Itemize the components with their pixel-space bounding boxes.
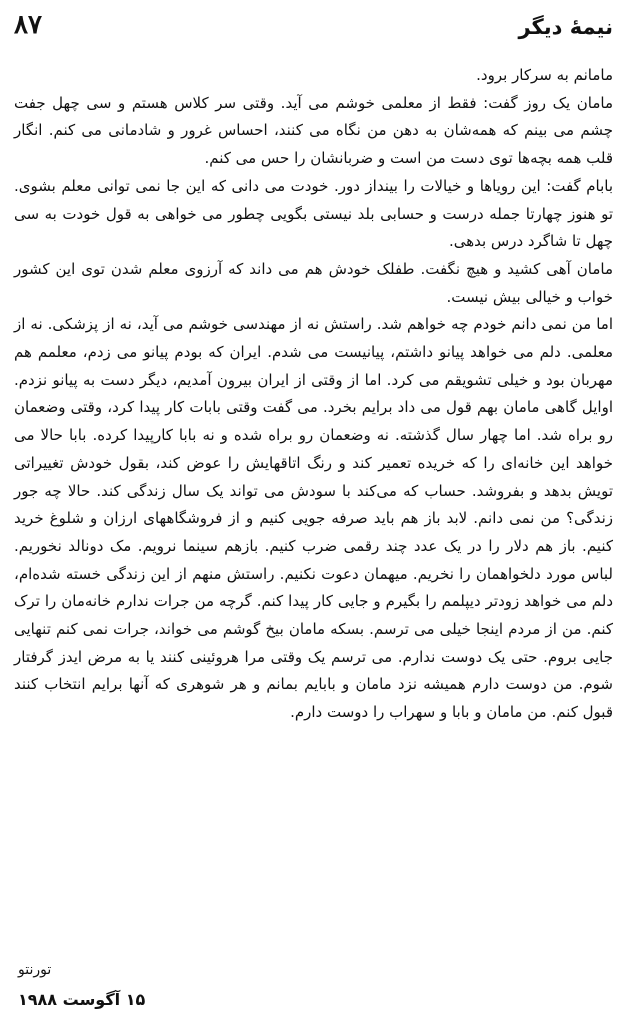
body-text (14, 62, 613, 727)
page-header (14, 10, 613, 50)
page-number: ۸۷ (14, 10, 42, 40)
paragraph-narrator-reflection: اما من نمی دانم خودم چه خواهم شد. راستش نه از مهندسی خوشم می آید، نه از پزشکی. نه از معلمی. دلم می خواهد پیانو داشتم، پیانیست می شدم. ایران که بودم پیانو می زدم، معلمم هم مهربان بود و خیلی تشویقم می کرد. اما از وقتی از ایران بیرون آمدیم، دیگر دست به پیانو نزدم. اوایل گاهی مامان بهم قول می داد برایم بخرد. می گفت وقتی بابات کار پیدا کرد، وقتی وضعمان رو براه شد. اما چهار سال گذشته. نه وضعمان رو براه شده و نه بابا کارپیدا کرده. بابا حالا می خواهد این خانه‌ای را که خریده تعمیر کند و رنگ اتاقهایش را عوض کند، بقول خودش تغییراتی تویش بدهد و بفروشد. حساب که می‌کند با سودش می تواند یک سال زندگی کند. حالا چه جور زندگی؟ من نمی دانم. لابد باز هم باید صرفه جویی کنیم و از فروشگاههای ارزان و شلوغ خرید کنیم. باز هم دلار را در یک عدد چند رقمی ضرب کنیم. بازهم سینما نرویم. مک دونالد نخوریم. لباس مورد دلخواهمان را نخریم. میهمان دعوت نکنیم. راستش منهم از این زندگی خسته شده‌ام، دلم می خواهد زودتر دیپلمم را بگیرم و جایی کار پیدا کنم. گرچه من جرات ندارم خانه‌مان را ترک کنم. من از مردم اینجا خیلی می ترسم. بسکه مامان بیخ گوشم می خواند، جرات نمی کنم تنهایی جایی بروم. حتی یک دوست ندارم. می ترسم یک وقتی مرا هروئینی کنند یا به مرض ایدز گرفتار شوم. من دوست دارم همیشه نزد مامان و بابایم بمانم و هر شوهری که آنها برایم انتخاب کنند قبول کنم. من مامان و بابا و سهراب را دوست دارم. (14, 315, 613, 722)
paragraph-mother-sigh: مامان آهی کشید و هیچ نگفت. طفلک خودش هم می داند که آرزوی معلم شدن توی این کشور خواب و خیالی بیش نیست. (14, 259, 613, 306)
signature-date: ۱۵ آگوست ۱۹۸۸ (18, 990, 146, 1009)
paragraph-father-quote: بابام گفت: این رویاها و خیالات را بینداز دور. خودت می دانی که این جا نمی توانی معلم بشوی. تو هنوز چهارتا جمله درست و حسابی بلد نیستی بگویی چطور می خواهی به قول خودت به سی چهل تا شاگرد درس بدهی. (14, 176, 613, 251)
running-title: نیمهٔ دیگر (518, 15, 613, 39)
paragraph-mother-quote: مامان یک روز گفت: فقط از معلمی خوشم می آید. وقتی سر کلاس هستم و سی چهل جفت چشم می بینم که همه‌شان به دهن من نگاه می کنند، احساس غرور و شادمانی می کنم. انگار قلب همه بچه‌ها توی دست من است و ضربانشان را حس می کنم. (14, 93, 613, 168)
signature-place: تورنتو (18, 962, 52, 978)
paragraph-continuation: مامانم به سرکار برود. (476, 66, 613, 84)
